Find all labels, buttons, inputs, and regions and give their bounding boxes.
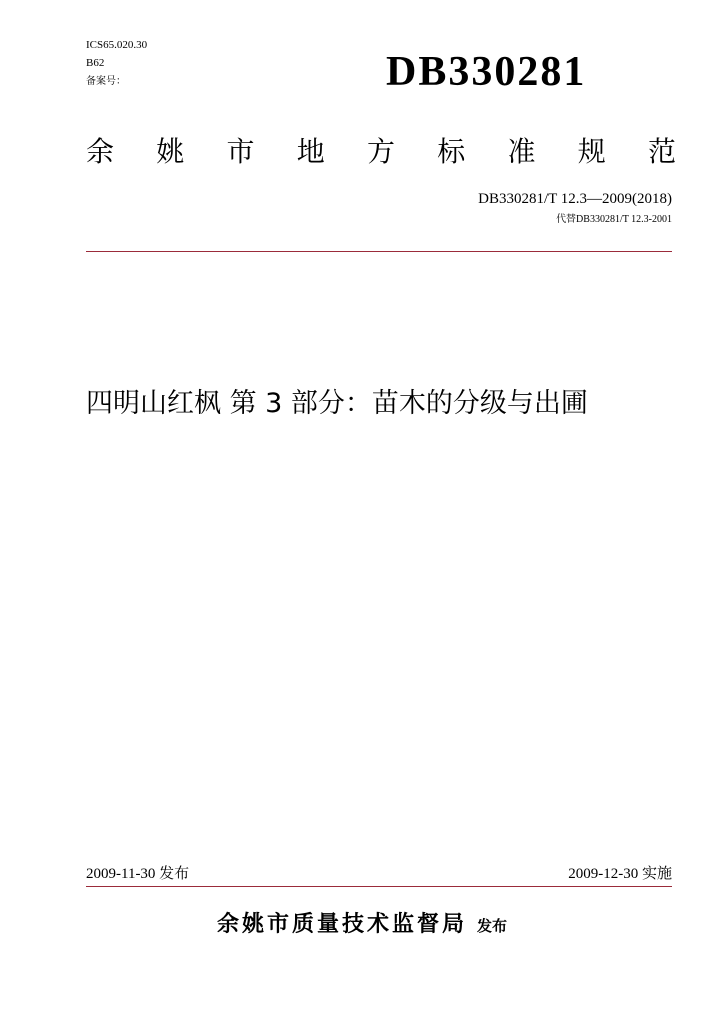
publisher-name: 余姚市质量技术监督局: [216, 912, 467, 937]
publisher-line: [0, 910, 724, 941]
publish-label: 发布: [477, 917, 508, 935]
standard-type-title: 余 姚 市 地 方 标 准 规 范: [86, 135, 676, 168]
standard-code-large: DB330281: [386, 49, 587, 95]
ics-code: ICS65.020.30: [86, 39, 148, 51]
classification-code: B62: [86, 57, 105, 69]
issue-date: 2009-11-30 发布: [86, 866, 190, 882]
replaces-standard: 代替DB330281/T 12.3-2001: [556, 214, 672, 225]
record-number-label: 备案号：: [86, 76, 126, 87]
top-divider: [86, 251, 672, 252]
implementation-date: 2009-12-30 实施: [568, 866, 672, 882]
standard-number: DB330281/T 12.3—2009(2018): [478, 191, 672, 207]
bottom-divider: [86, 886, 672, 887]
document-title: 四明山红枫 第 3 部分：苗木的分级与出圃: [86, 388, 588, 419]
